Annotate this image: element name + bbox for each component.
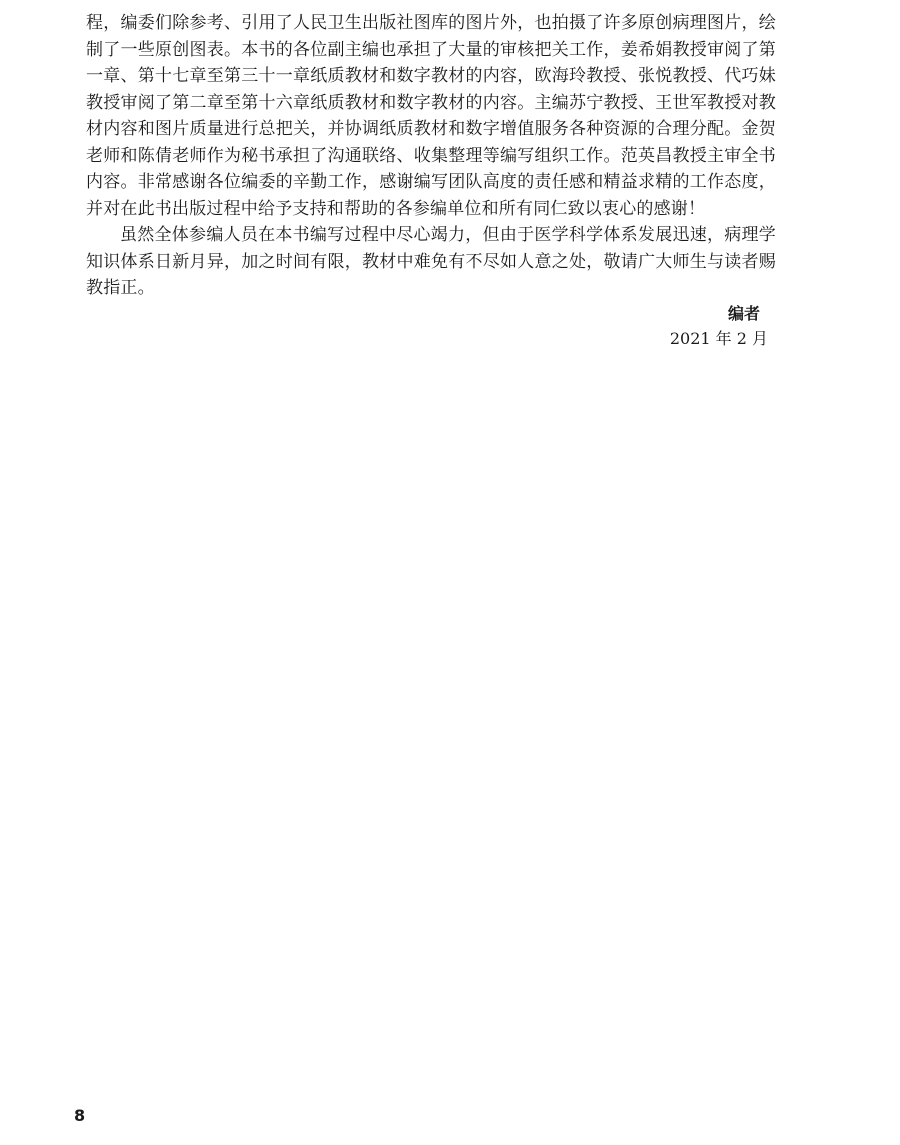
signature-date: 2021 年 2 月 <box>669 329 768 348</box>
signature-block <box>670 302 768 352</box>
paragraph-closing: 虽然全体参编人员在本书编写过程中尽心竭力，但由于医学科学体系发展迅速，病理学知识体系日新月异，加之时间有限，教材中难免有不尽如人意之处，敬请广大师生与读者赐教指正。 <box>86 225 776 298</box>
paragraph-continued: 程，编委们除参考、引用了人民卫生出版社图库的图片外，也拍摄了许多原创病理图片，绘制了一些原创图表。本书的各位副主编也承担了大量的审核把关工作，姜希娟教授审阅了第一章、第十七章至第三十一章纸质教材和数字教材的内容，欧海玲教授、张悦教授、代巧妹教授审阅了第二章至第十六章纸质教材和数字教材的内容。主编苏宁教授、王世军教授对教材内容和图片质量进行总把关，并协调纸质教材和数字增值服务各种资源的合理分配。金贺老师和陈倩老师作为秘书承担了沟通联络、收集整理等编写组织工作。范英昌教授主审全书内容。非常感谢各位编委的辛勤工作，感谢编写团队高度的责任感和精益求精的工作态度，并对在此书出版过程中给予支持和帮助的各参编单位和所有同仁致以衷心的感谢！ <box>86 13 776 219</box>
preface-body <box>86 10 776 302</box>
page-number: 8 <box>74 1106 86 1125</box>
editor-signature: 编者 <box>727 304 760 323</box>
